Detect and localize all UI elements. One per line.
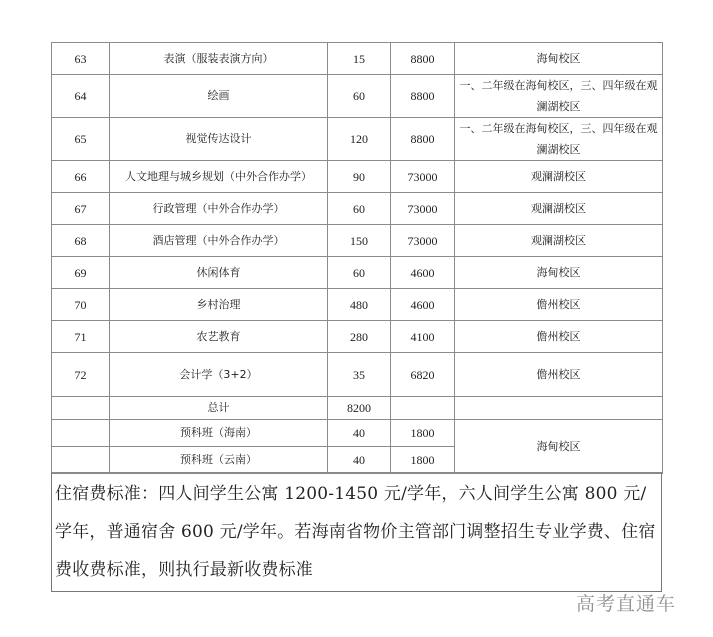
row-number-empty <box>52 447 110 474</box>
total-fee-empty <box>391 397 455 420</box>
accommodation-fee-note: 住宿费标准：四人间学生公寓 1200-1450 元/学年，六人间学生公寓 800 元/学年，普通宿舍 600 元/学年。若海南省物价主管部门调整招生专业学费、住宿费收费标准，则执行最新收费标准 <box>51 472 662 592</box>
row-number: 66 <box>52 161 110 193</box>
table-row <box>52 118 663 161</box>
watermark: 高考直通车 <box>576 593 677 615</box>
major-name: 绘画 <box>110 75 328 118</box>
table-row <box>52 193 663 225</box>
quota: 60 <box>328 193 391 225</box>
row-number: 69 <box>52 257 110 289</box>
row-number-empty <box>52 420 110 447</box>
campus: 儋州校区 <box>455 321 663 353</box>
table-row <box>52 225 663 257</box>
campus: 观澜湖校区 <box>455 193 663 225</box>
row-number: 67 <box>52 193 110 225</box>
campus: 观澜湖校区 <box>455 161 663 193</box>
major-name: 乡村治理 <box>110 289 328 321</box>
major-name: 视觉传达设计 <box>110 118 328 161</box>
row-number: 68 <box>52 225 110 257</box>
total-campus-empty <box>455 397 663 420</box>
tuition-table <box>51 42 663 474</box>
campus: 海甸校区 <box>455 420 663 474</box>
quota: 60 <box>328 75 391 118</box>
table-row <box>52 257 663 289</box>
quota: 15 <box>328 43 391 75</box>
major-name: 休闲体育 <box>110 257 328 289</box>
major-name: 人文地理与城乡规划（中外合作办学） <box>110 161 328 193</box>
quota: 90 <box>328 161 391 193</box>
campus: 儋州校区 <box>455 353 663 397</box>
row-number: 70 <box>52 289 110 321</box>
quota: 40 <box>328 447 391 474</box>
major-name: 会计学（3+2） <box>110 353 328 397</box>
quota: 280 <box>328 321 391 353</box>
campus: 观澜湖校区 <box>455 225 663 257</box>
row-number-empty <box>52 397 110 420</box>
tuition-fee: 73000 <box>391 161 455 193</box>
tuition-fee: 8800 <box>391 43 455 75</box>
total-label: 总计 <box>110 397 328 420</box>
tuition-fee: 4600 <box>391 289 455 321</box>
quota: 480 <box>328 289 391 321</box>
tuition-fee: 1800 <box>391 420 455 447</box>
tuition-fee: 4100 <box>391 321 455 353</box>
quota: 120 <box>328 118 391 161</box>
row-number: 72 <box>52 353 110 397</box>
tuition-fee: 73000 <box>391 193 455 225</box>
row-number: 65 <box>52 118 110 161</box>
major-name: 表演（服装表演方向） <box>110 43 328 75</box>
row-number: 64 <box>52 75 110 118</box>
table-row <box>52 289 663 321</box>
row-number: 63 <box>52 43 110 75</box>
prep-row <box>52 420 663 447</box>
quota: 40 <box>328 420 391 447</box>
campus: 海甸校区 <box>455 43 663 75</box>
table-row <box>52 353 663 397</box>
row-number: 71 <box>52 321 110 353</box>
tuition-fee: 8800 <box>391 75 455 118</box>
table-row <box>52 43 663 75</box>
campus: 一、二年级在海甸校区，三、四年级在观澜湖校区 <box>455 118 663 161</box>
total-row <box>52 397 663 420</box>
table-row <box>52 75 663 118</box>
tuition-fee: 4600 <box>391 257 455 289</box>
major-name: 预科班（云南） <box>110 447 328 474</box>
quota: 35 <box>328 353 391 397</box>
tuition-fee: 73000 <box>391 225 455 257</box>
total-quota: 8200 <box>328 397 391 420</box>
quota: 60 <box>328 257 391 289</box>
campus: 海甸校区 <box>455 257 663 289</box>
tuition-fee: 8800 <box>391 118 455 161</box>
major-name: 酒店管理（中外合作办学） <box>110 225 328 257</box>
quota: 150 <box>328 225 391 257</box>
major-name: 农艺教育 <box>110 321 328 353</box>
tuition-fee: 1800 <box>391 447 455 474</box>
campus: 一、二年级在海甸校区，三、四年级在观澜湖校区 <box>455 75 663 118</box>
tuition-fee: 6820 <box>391 353 455 397</box>
major-name: 行政管理（中外合作办学） <box>110 193 328 225</box>
table-row <box>52 161 663 193</box>
campus: 儋州校区 <box>455 289 663 321</box>
table-row <box>52 321 663 353</box>
major-name: 预科班（海南） <box>110 420 328 447</box>
